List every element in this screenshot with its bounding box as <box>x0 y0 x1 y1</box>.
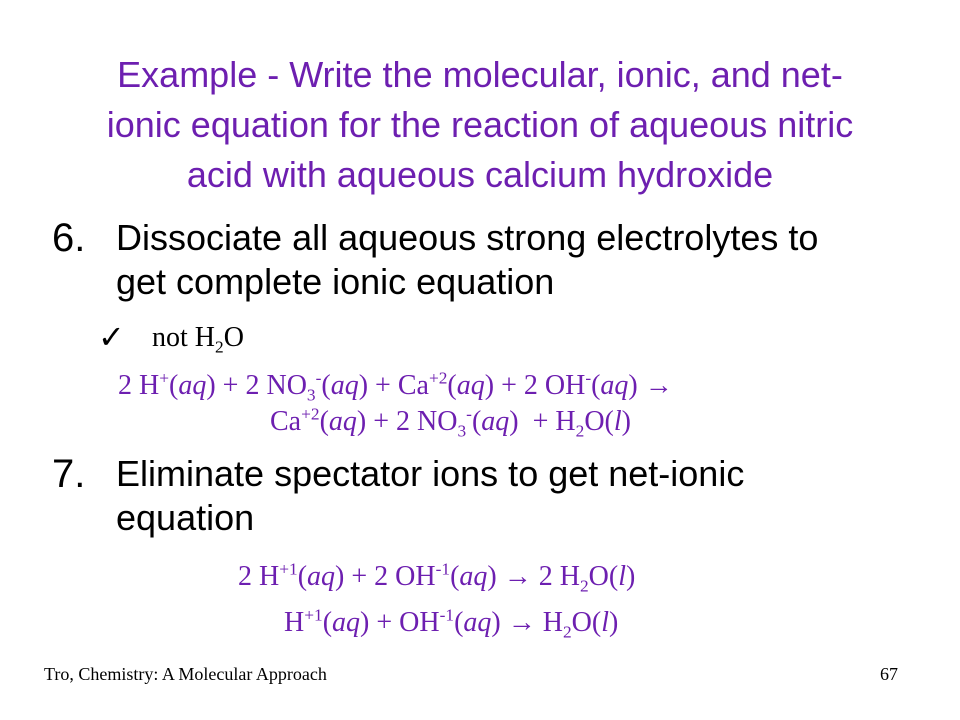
net-ionic-equation-line-1: 2 $H^{+1}(aq) + 2$ $OH^{-1}(aq) \to 2$ $H_2O(l)$ <box>238 559 636 596</box>
checkmark-icon: ✓ <box>98 319 125 355</box>
check-note-suffix: O <box>223 322 244 353</box>
step-6-line-1: Dissociate all aqueous strong electrolytes to <box>116 217 819 258</box>
step-7-line-1: Eliminate spectator ions to get net-ionic <box>116 453 745 494</box>
slide-title <box>40 50 920 200</box>
step-6-line-2: get complete ionic equation <box>116 261 555 302</box>
step-7-line-2: equation <box>116 497 255 538</box>
title-line-2: ionic equation for the reaction of aqueous nitric <box>106 104 854 145</box>
check-note-sub: 2 <box>215 337 224 357</box>
footer-source: Tro, Chemistry: A Molecular Approach <box>44 664 327 684</box>
complete-ionic-equation-line-1: 2 H+(aq) + 2 $NO_3^-(aq) + Ca^{+2}(aq) + 2$ OH-(aq) → <box>118 368 673 405</box>
net-ionic-equation-line-2: $H^{+1}(aq) + OH^{-1}(aq) \to H_2O(l)$ <box>284 605 619 642</box>
footer-page-number: 67 <box>880 664 898 684</box>
step-number: 6. <box>52 216 86 260</box>
complete-ionic-equation-line-2: $Ca^{+2}(aq) + 2$ $NO_3^-(aq) + H_2O(l)$ <box>270 404 631 441</box>
step-text <box>116 452 744 540</box>
check-note-prefix: not H <box>152 322 215 353</box>
title-line-1: Example - Write the molecular, ionic, and net- <box>117 54 843 95</box>
step-number: 7. <box>52 452 86 496</box>
check-note <box>152 320 244 356</box>
title-line-3: acid with aqueous calcium hydroxide <box>186 154 774 195</box>
step-text <box>116 216 818 304</box>
